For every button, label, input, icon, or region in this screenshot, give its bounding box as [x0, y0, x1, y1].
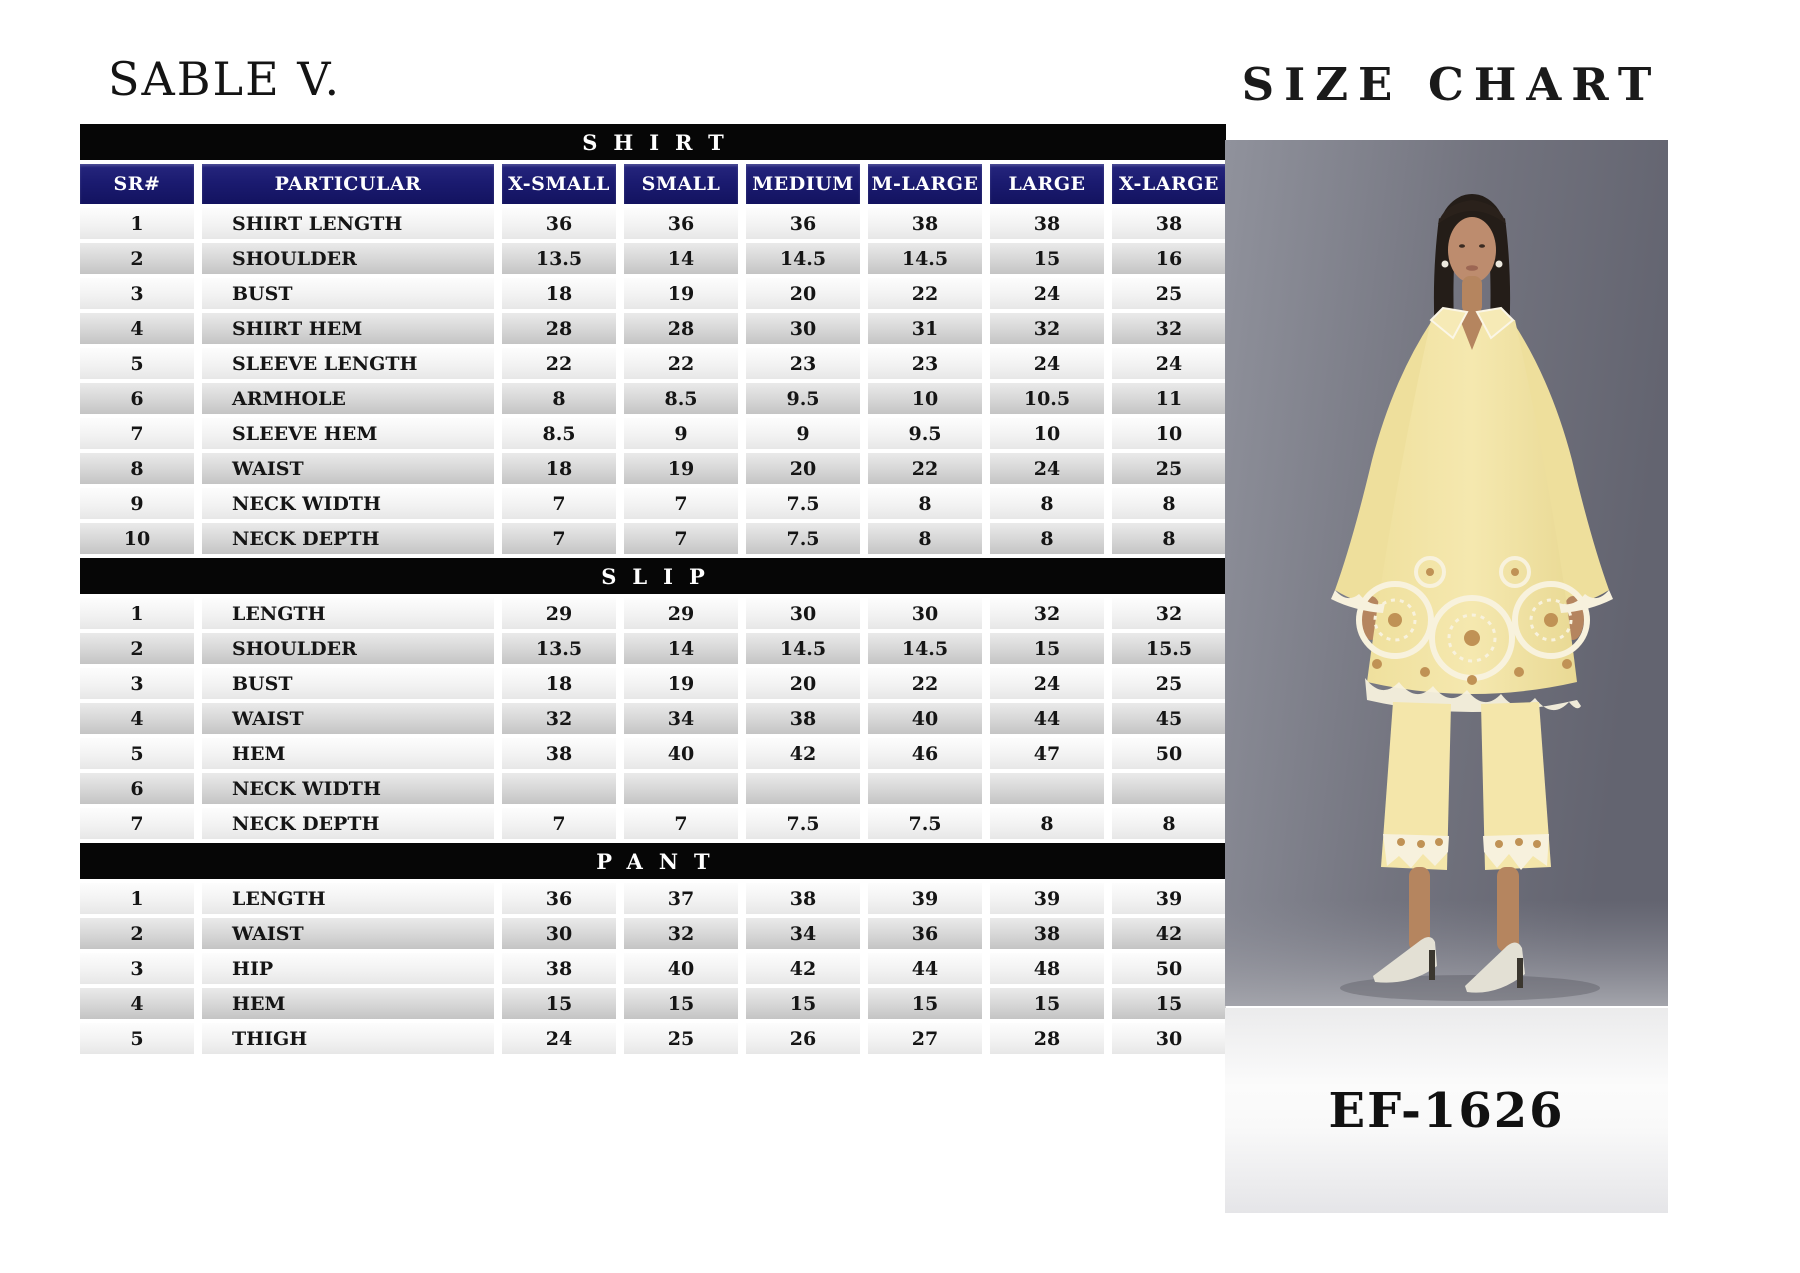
value-cell: 8	[1112, 523, 1226, 554]
value-cell: 22	[624, 348, 738, 379]
column-header: M-LARGE	[868, 164, 982, 204]
brand-logo: SABLE V.	[108, 52, 342, 106]
sr-cell: 7	[80, 418, 194, 449]
sr-cell: 3	[80, 278, 194, 309]
value-cell: 39	[990, 883, 1104, 914]
sr-cell: 3	[80, 668, 194, 699]
value-cell: 50	[1112, 953, 1226, 984]
value-cell: 34	[624, 703, 738, 734]
sr-cell: 8	[80, 453, 194, 484]
value-cell: 7	[624, 523, 738, 554]
value-cell: 9	[746, 418, 860, 449]
value-cell: 7	[502, 488, 616, 519]
value-cell: 36	[868, 918, 982, 949]
value-cell: 38	[746, 883, 860, 914]
particular-cell: LENGTH	[202, 598, 494, 629]
sr-cell: 1	[80, 883, 194, 914]
value-cell: 48	[990, 953, 1104, 984]
value-cell: 14.5	[746, 243, 860, 274]
value-cell: 7.5	[746, 808, 860, 839]
value-cell: 7.5	[746, 488, 860, 519]
value-cell: 18	[502, 278, 616, 309]
value-cell: 13.5	[502, 243, 616, 274]
particular-cell: HIP	[202, 953, 494, 984]
value-cell: 36	[624, 208, 738, 239]
sr-cell: 3	[80, 953, 194, 984]
value-cell: 15	[1112, 988, 1226, 1019]
value-cell: 8.5	[502, 418, 616, 449]
value-cell: 38	[990, 918, 1104, 949]
value-cell: 14.5	[868, 243, 982, 274]
value-cell: 7	[502, 523, 616, 554]
value-cell: 45	[1112, 703, 1226, 734]
sr-cell: 1	[80, 598, 194, 629]
sr-cell: 6	[80, 773, 194, 804]
value-cell: 28	[502, 313, 616, 344]
value-cell	[624, 773, 738, 804]
value-cell: 38	[746, 703, 860, 734]
particular-cell: NECK DEPTH	[202, 808, 494, 839]
value-cell: 30	[868, 598, 982, 629]
value-cell: 25	[1112, 668, 1226, 699]
column-header: PARTICULAR	[202, 164, 494, 204]
value-cell: 15	[624, 988, 738, 1019]
value-cell: 37	[624, 883, 738, 914]
product-code-panel	[1225, 1008, 1668, 1213]
value-cell: 39	[868, 883, 982, 914]
particular-cell: BUST	[202, 668, 494, 699]
model-illustration	[1225, 140, 1668, 1006]
value-cell: 16	[1112, 243, 1226, 274]
column-header: X-LARGE	[1112, 164, 1226, 204]
sr-cell: 4	[80, 988, 194, 1019]
page-title: SIZE CHART	[1241, 58, 1662, 111]
particular-cell: SHOULDER	[202, 633, 494, 664]
value-cell: 38	[868, 208, 982, 239]
particular-cell: SHIRT HEM	[202, 313, 494, 344]
value-cell: 24	[502, 1023, 616, 1054]
value-cell: 24	[990, 348, 1104, 379]
value-cell: 42	[1112, 918, 1226, 949]
value-cell: 36	[502, 208, 616, 239]
value-cell: 20	[746, 453, 860, 484]
value-cell: 20	[746, 278, 860, 309]
value-cell: 7	[502, 808, 616, 839]
value-cell: 38	[502, 738, 616, 769]
value-cell: 22	[868, 668, 982, 699]
value-cell: 42	[746, 953, 860, 984]
value-cell: 40	[624, 738, 738, 769]
value-cell: 36	[746, 208, 860, 239]
value-cell	[502, 773, 616, 804]
value-cell: 15	[868, 988, 982, 1019]
value-cell: 24	[990, 278, 1104, 309]
sr-cell: 2	[80, 918, 194, 949]
model-photo	[1225, 140, 1668, 1006]
value-cell: 29	[502, 598, 616, 629]
value-cell: 14.5	[746, 633, 860, 664]
value-cell: 8	[1112, 488, 1226, 519]
value-cell: 18	[502, 453, 616, 484]
sr-cell: 4	[80, 313, 194, 344]
value-cell: 32	[1112, 313, 1226, 344]
sr-cell: 1	[80, 208, 194, 239]
value-cell: 10	[1112, 418, 1226, 449]
value-cell: 28	[990, 1023, 1104, 1054]
value-cell: 32	[624, 918, 738, 949]
column-header: SMALL	[624, 164, 738, 204]
section-header-shirt: SHIRT	[80, 124, 1226, 160]
value-cell: 46	[868, 738, 982, 769]
particular-cell: NECK WIDTH	[202, 488, 494, 519]
value-cell: 38	[502, 953, 616, 984]
value-cell: 40	[624, 953, 738, 984]
value-cell: 22	[502, 348, 616, 379]
value-cell: 14.5	[868, 633, 982, 664]
value-cell	[868, 773, 982, 804]
value-cell: 15	[746, 988, 860, 1019]
sr-cell: 5	[80, 348, 194, 379]
value-cell: 22	[868, 453, 982, 484]
value-cell: 8.5	[624, 383, 738, 414]
column-header: LARGE	[990, 164, 1104, 204]
value-cell: 50	[1112, 738, 1226, 769]
sr-cell: 5	[80, 1023, 194, 1054]
value-cell: 19	[624, 453, 738, 484]
value-cell: 26	[746, 1023, 860, 1054]
value-cell: 7.5	[868, 808, 982, 839]
value-cell: 23	[746, 348, 860, 379]
particular-cell: HEM	[202, 988, 494, 1019]
particular-cell: WAIST	[202, 703, 494, 734]
value-cell: 44	[990, 703, 1104, 734]
value-cell: 25	[1112, 453, 1226, 484]
value-cell: 15	[502, 988, 616, 1019]
value-cell: 9.5	[746, 383, 860, 414]
particular-cell: SHOULDER	[202, 243, 494, 274]
value-cell	[1112, 773, 1226, 804]
value-cell: 22	[868, 278, 982, 309]
particular-cell: NECK WIDTH	[202, 773, 494, 804]
value-cell: 32	[990, 313, 1104, 344]
value-cell: 29	[624, 598, 738, 629]
value-cell: 7	[624, 488, 738, 519]
value-cell: 30	[746, 598, 860, 629]
particular-cell: THIGH	[202, 1023, 494, 1054]
value-cell: 27	[868, 1023, 982, 1054]
particular-cell: WAIST	[202, 453, 494, 484]
particular-cell: WAIST	[202, 918, 494, 949]
value-cell: 13.5	[502, 633, 616, 664]
value-cell: 9	[624, 418, 738, 449]
product-code: EF-1626	[1328, 1082, 1565, 1139]
value-cell: 47	[990, 738, 1104, 769]
value-cell: 30	[502, 918, 616, 949]
section-header-pant: PANT	[80, 843, 1226, 879]
value-cell: 32	[1112, 598, 1226, 629]
value-cell: 10	[868, 383, 982, 414]
value-cell: 15	[990, 243, 1104, 274]
value-cell	[990, 773, 1104, 804]
column-header: X-SMALL	[502, 164, 616, 204]
value-cell: 7	[624, 808, 738, 839]
particular-cell: SLEEVE LENGTH	[202, 348, 494, 379]
value-cell: 34	[746, 918, 860, 949]
value-cell: 25	[624, 1023, 738, 1054]
value-cell: 15.5	[1112, 633, 1226, 664]
value-cell: 25	[1112, 278, 1226, 309]
value-cell: 14	[624, 243, 738, 274]
value-cell: 24	[1112, 348, 1226, 379]
value-cell: 8	[990, 523, 1104, 554]
value-cell: 38	[1112, 208, 1226, 239]
value-cell: 36	[502, 883, 616, 914]
sr-cell: 2	[80, 633, 194, 664]
value-cell: 10	[990, 418, 1104, 449]
particular-cell: SLEEVE HEM	[202, 418, 494, 449]
particular-cell: LENGTH	[202, 883, 494, 914]
particular-cell: HEM	[202, 738, 494, 769]
value-cell: 8	[1112, 808, 1226, 839]
value-cell: 40	[868, 703, 982, 734]
value-cell: 32	[502, 703, 616, 734]
sr-cell: 10	[80, 523, 194, 554]
sr-cell: 9	[80, 488, 194, 519]
value-cell: 30	[746, 313, 860, 344]
value-cell: 10.5	[990, 383, 1104, 414]
particular-cell: SHIRT LENGTH	[202, 208, 494, 239]
value-cell: 15	[990, 633, 1104, 664]
column-header: SR#	[80, 164, 194, 204]
value-cell: 30	[1112, 1023, 1226, 1054]
value-cell: 8	[868, 523, 982, 554]
value-cell	[746, 773, 860, 804]
value-cell: 9.5	[868, 418, 982, 449]
value-cell: 38	[990, 208, 1104, 239]
value-cell: 15	[990, 988, 1104, 1019]
value-cell: 39	[1112, 883, 1226, 914]
sr-cell: 6	[80, 383, 194, 414]
value-cell: 31	[868, 313, 982, 344]
value-cell: 32	[990, 598, 1104, 629]
value-cell: 14	[624, 633, 738, 664]
sr-cell: 5	[80, 738, 194, 769]
particular-cell: ARMHOLE	[202, 383, 494, 414]
value-cell: 20	[746, 668, 860, 699]
value-cell: 8	[990, 808, 1104, 839]
value-cell: 7.5	[746, 523, 860, 554]
value-cell: 19	[624, 668, 738, 699]
particular-cell: NECK DEPTH	[202, 523, 494, 554]
value-cell: 42	[746, 738, 860, 769]
section-header-slip: SLIP	[80, 558, 1226, 594]
value-cell: 23	[868, 348, 982, 379]
value-cell: 8	[502, 383, 616, 414]
value-cell: 24	[990, 668, 1104, 699]
size-tables	[80, 124, 1226, 1054]
value-cell: 11	[1112, 383, 1226, 414]
value-cell: 44	[868, 953, 982, 984]
value-cell: 18	[502, 668, 616, 699]
column-header: MEDIUM	[746, 164, 860, 204]
sr-cell: 4	[80, 703, 194, 734]
value-cell: 24	[990, 453, 1104, 484]
particular-cell: BUST	[202, 278, 494, 309]
value-cell: 19	[624, 278, 738, 309]
sr-cell: 7	[80, 808, 194, 839]
value-cell: 8	[868, 488, 982, 519]
value-cell: 8	[990, 488, 1104, 519]
value-cell: 28	[624, 313, 738, 344]
sr-cell: 2	[80, 243, 194, 274]
